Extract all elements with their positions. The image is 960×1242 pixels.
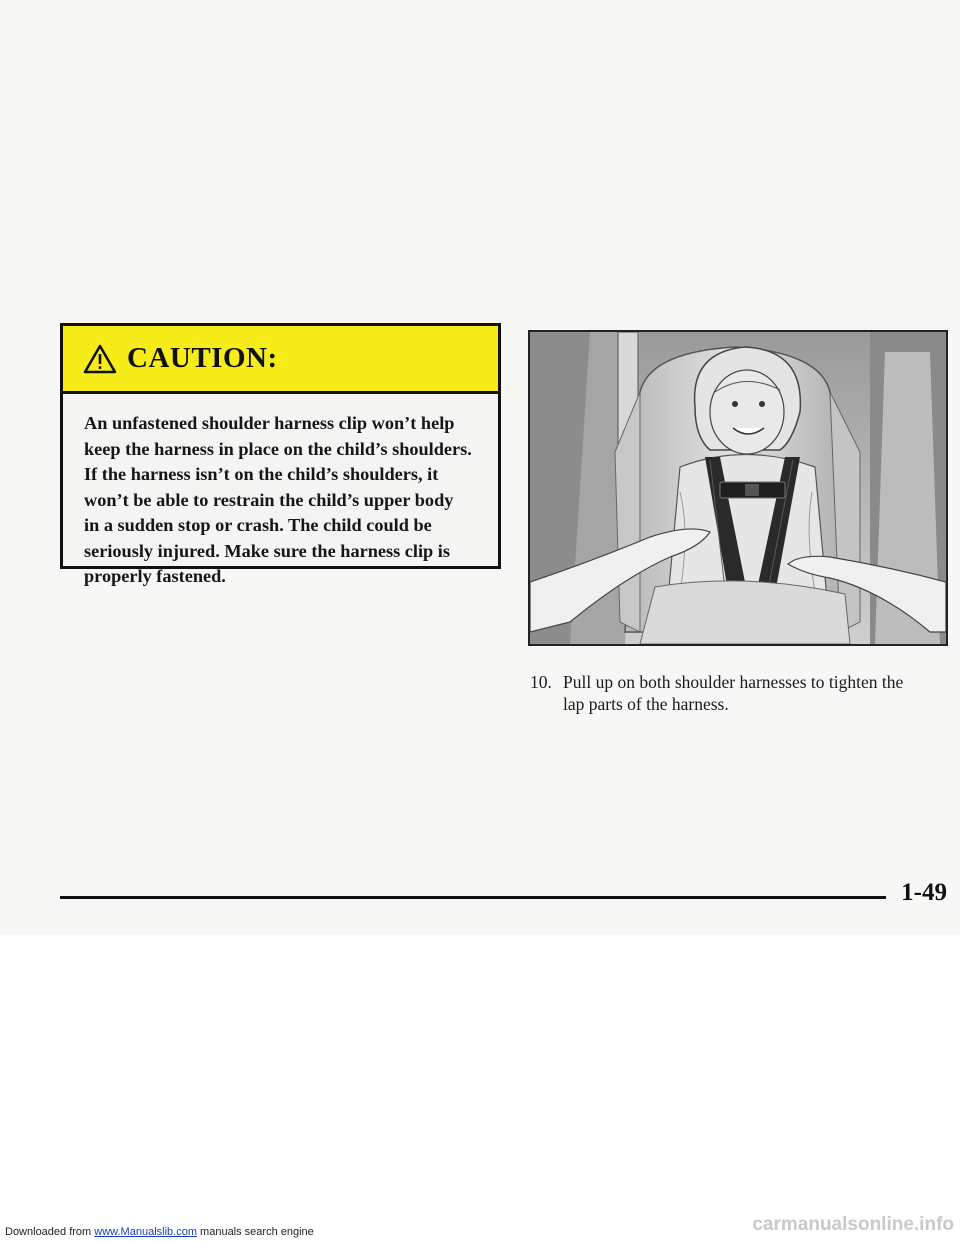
caution-line: An unfastened shoulder harness clip won’t help — [84, 413, 455, 433]
download-source-note — [5, 1226, 314, 1238]
step-line: Pull up on both shoulder harnesses to tighten the — [563, 672, 904, 692]
caution-line: properly fastened. — [84, 566, 226, 586]
footer-rule — [60, 896, 886, 899]
download-prefix: Downloaded from — [5, 1226, 92, 1238]
caution-header — [63, 326, 498, 394]
watermark: carmanualsonline.info — [752, 1214, 954, 1235]
caution-line: in a sudden stop or crash. The child could be — [84, 515, 432, 535]
caution-box — [60, 323, 501, 586]
page-margin — [0, 935, 960, 1242]
step-number: 10. — [530, 672, 552, 692]
instruction-step-10 — [530, 671, 950, 715]
download-suffix: manuals search engine — [200, 1226, 314, 1238]
child-in-car-seat-drawing — [530, 332, 946, 644]
manualslib-link[interactable]: www.Manualslib.com — [94, 1226, 197, 1238]
step-line: lap parts of the harness. — [563, 694, 729, 714]
caution-line: seriously injured. Make sure the harness clip is — [84, 540, 450, 561]
caution-title: CAUTION: — [127, 342, 278, 374]
child-seat-illustration — [528, 330, 948, 646]
page-number: 1-49 — [901, 879, 947, 906]
caution-text — [63, 394, 498, 590]
caution-line: keep the harness in place on the child’s shoulders. — [84, 438, 472, 459]
caution-line: won’t be able to restrain the child’s upper body — [84, 489, 454, 510]
caution-line: If the harness isn’t on the child’s shoulders, it — [84, 464, 439, 484]
warning-triangle-icon — [83, 344, 117, 374]
